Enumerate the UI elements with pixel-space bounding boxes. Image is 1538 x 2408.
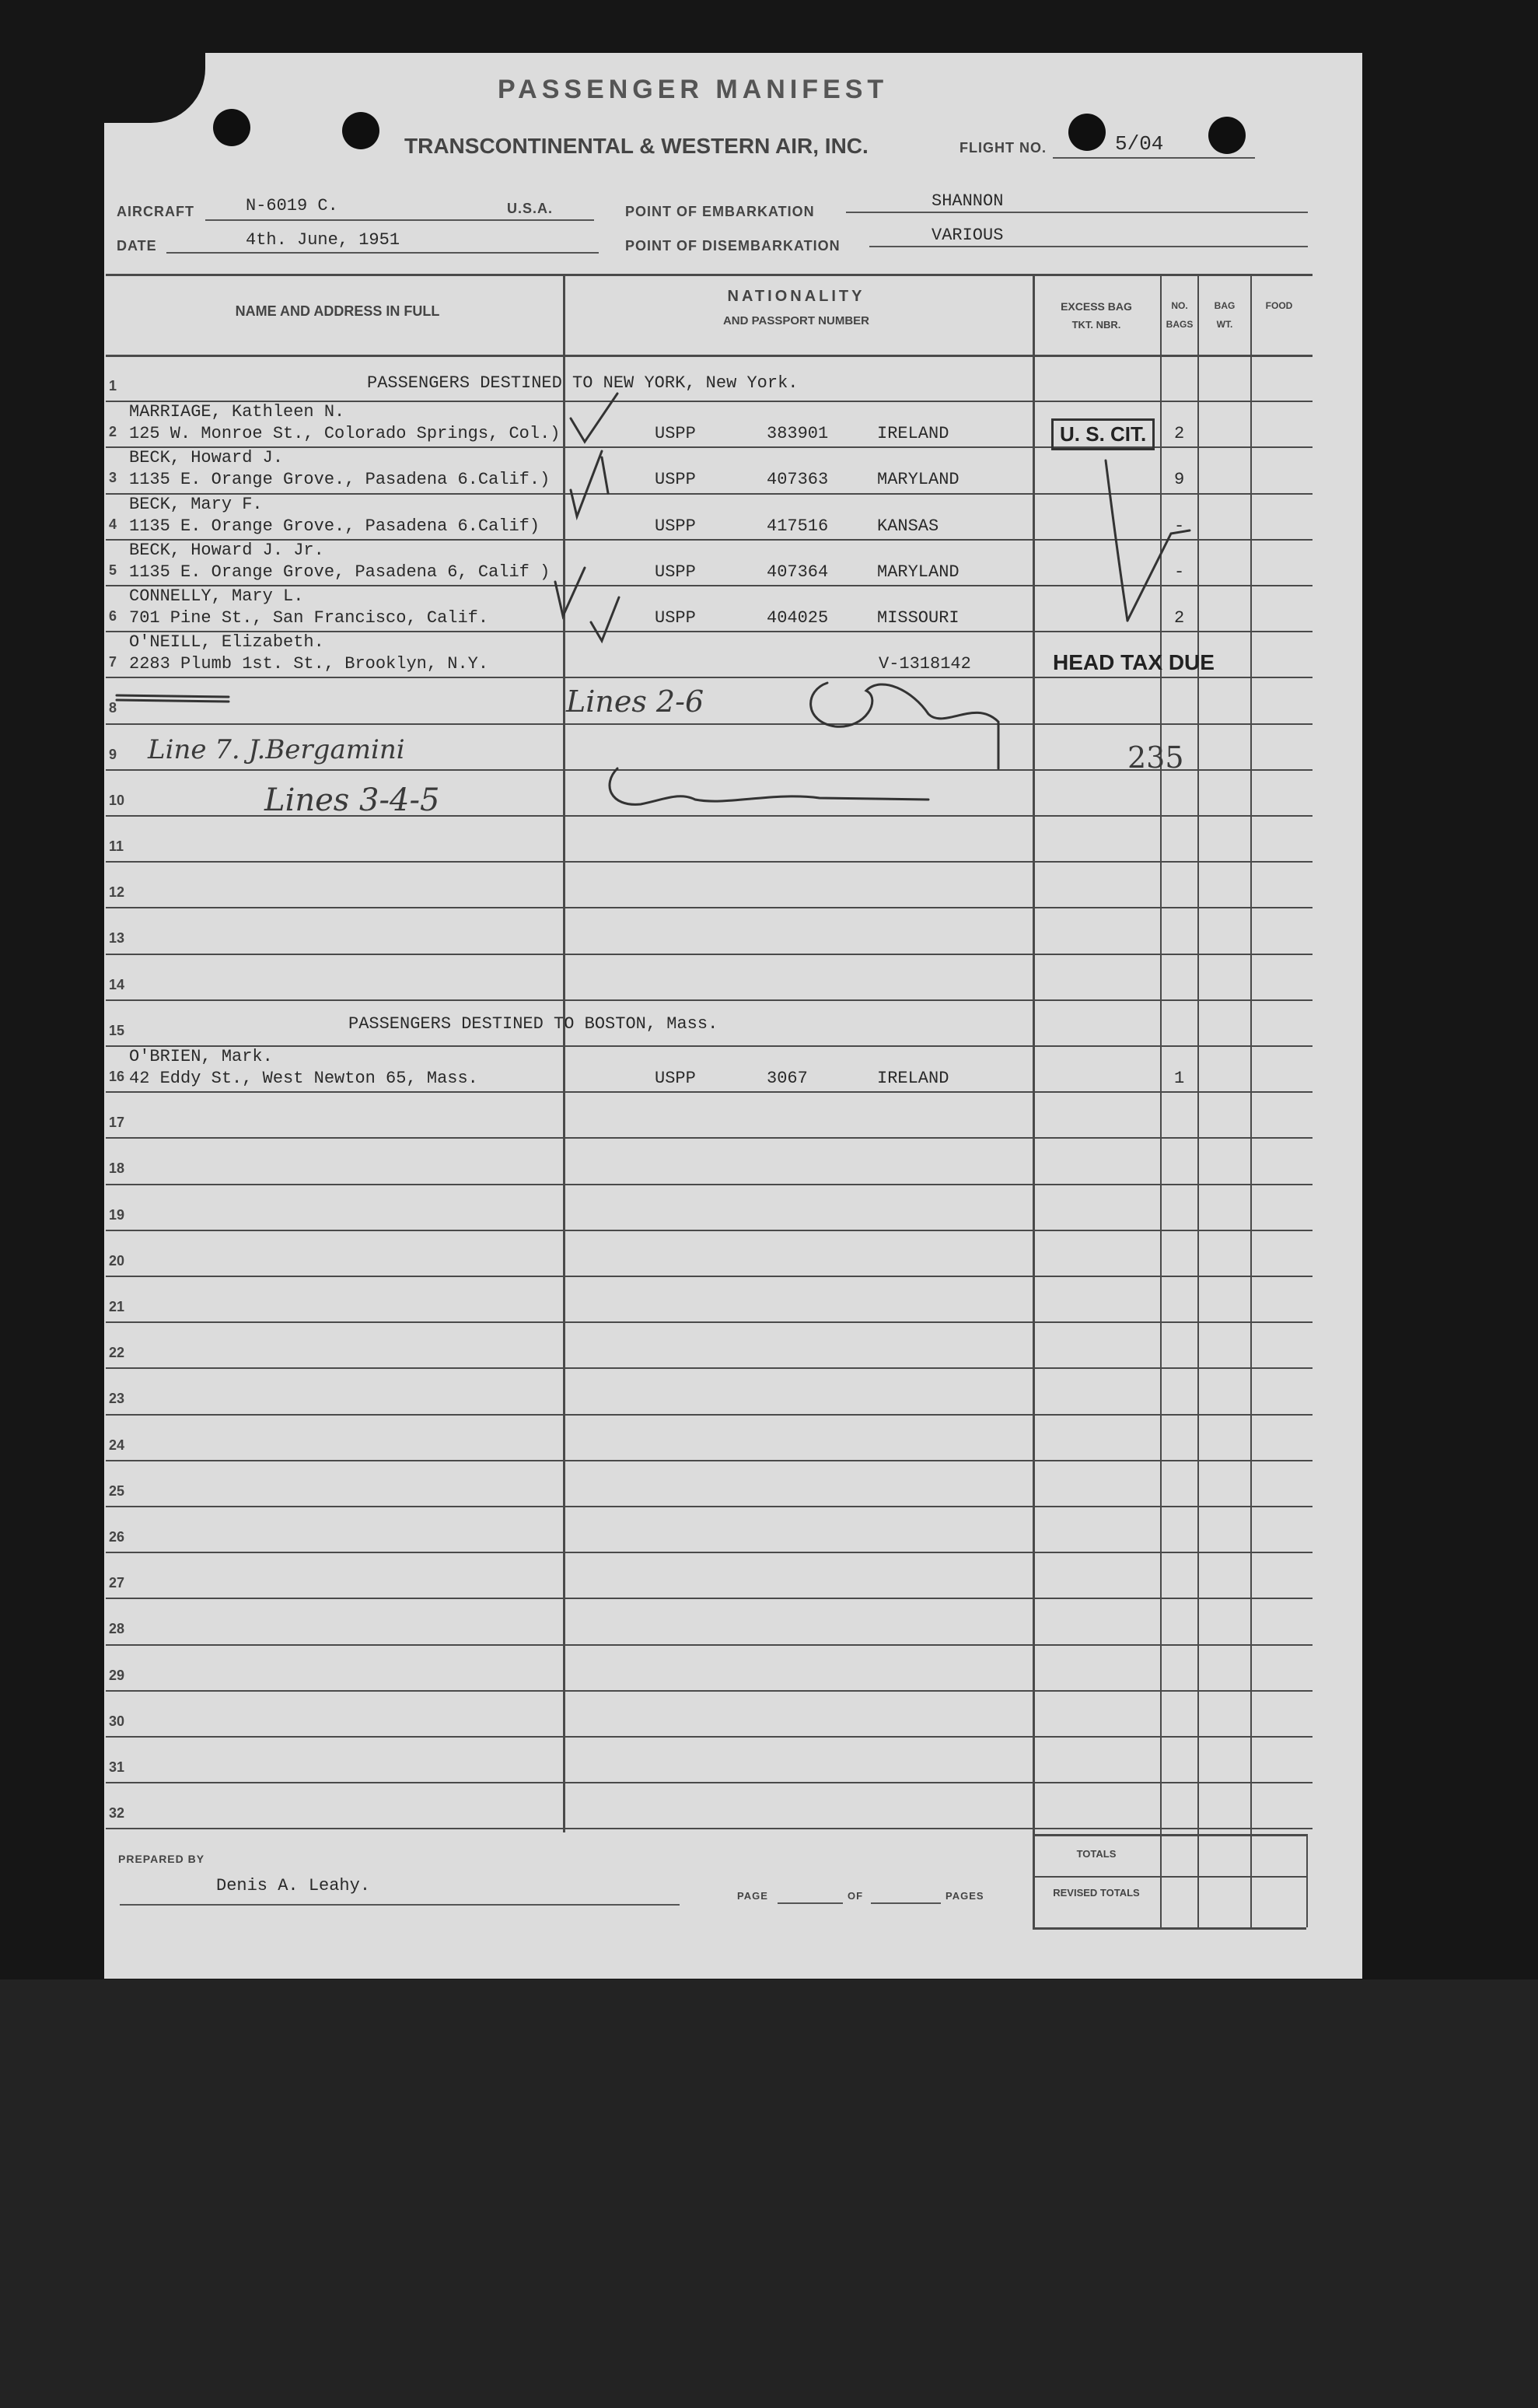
background-lower-band — [0, 1979, 1538, 2408]
row-line — [106, 1230, 1313, 1231]
row-line — [106, 954, 1313, 955]
handwritten-line-7: Line 7. J.Bergamini — [148, 734, 405, 765]
row-line — [106, 493, 1313, 495]
row-number: 9 — [109, 747, 117, 762]
passenger-name: BECK, Howard J. — [129, 448, 284, 467]
pages-label: PAGES — [946, 1890, 984, 1902]
column-divider-excess — [1160, 274, 1162, 1927]
passenger-doc: USPP — [655, 1069, 696, 1088]
section-heading-new-york: PASSENGERS DESTINED TO NEW YORK, New York. — [367, 373, 799, 393]
passenger-name: O'BRIEN, Mark. — [129, 1047, 273, 1066]
passenger-name: BECK, Howard J. Jr. — [129, 541, 324, 560]
row-number: 29 — [109, 1668, 125, 1683]
disembark-label: POINT OF DISEMBARKATION — [625, 238, 841, 254]
passenger-doc: USPP — [655, 470, 696, 489]
row-number: 25 — [109, 1483, 125, 1499]
row-number: 2 — [109, 424, 117, 439]
row-line — [106, 1828, 1313, 1829]
row-line — [106, 723, 1313, 725]
passenger-place: MISSOURI — [877, 608, 960, 628]
column-header-excess-sub: TKT. NBR. — [1071, 319, 1121, 331]
row-number: 22 — [109, 1345, 125, 1360]
strike-through — [117, 695, 229, 697]
row-line — [106, 677, 1313, 678]
passenger-address: 42 Eddy St., West Newton 65, Mass. — [129, 1069, 478, 1088]
row-number: 31 — [109, 1759, 125, 1775]
head-tax-stamp: HEAD TAX DUE — [1053, 650, 1215, 674]
flight-label: FLIGHT NO. — [960, 140, 1047, 156]
date-underline — [166, 252, 599, 254]
passenger-name: MARRIAGE, Kathleen N. — [129, 402, 345, 422]
country-value: U.S.A. — [507, 201, 554, 216]
row-line — [106, 1184, 1313, 1185]
passenger-name: CONNELLY, Mary L. — [129, 586, 304, 606]
prepared-by-underline — [120, 1904, 680, 1906]
prepared-by-name: Denis A. Leahy. — [216, 1876, 371, 1895]
passenger-number: V-1318142 — [879, 654, 971, 674]
row-line — [106, 1137, 1313, 1139]
check-mark — [1106, 460, 1127, 621]
us-citizen-stamp: U. S. CIT. — [1051, 418, 1155, 450]
row-number: 23 — [109, 1391, 125, 1406]
passenger-number: 407363 — [767, 470, 829, 489]
column-header-name: NAME AND ADDRESS IN FULL — [235, 303, 440, 319]
row-number: 28 — [109, 1621, 125, 1636]
airline-name: TRANSCONTINENTAL & WESTERN AIR, INC. — [404, 134, 869, 158]
row-line — [106, 1736, 1313, 1738]
head-tax-amount: 235 — [1127, 740, 1184, 775]
row-line — [106, 1367, 1313, 1369]
of-label: OF — [848, 1890, 864, 1902]
row-line — [106, 1690, 1313, 1692]
column-header-bags: NO. — [1171, 300, 1188, 311]
revised-totals-label: REVISED TOTALS — [1053, 1887, 1140, 1899]
column-header-bagwt: BAG — [1214, 300, 1236, 311]
passenger-place: MARYLAND — [877, 562, 960, 582]
row-number: 17 — [109, 1115, 125, 1130]
row-number: 11 — [109, 838, 124, 854]
row-number: 8 — [109, 700, 117, 716]
handwritten-lines-2-6: Lines 2-6 — [566, 684, 704, 719]
row-line — [106, 999, 1313, 1001]
passenger-place: IRELAND — [877, 424, 949, 443]
passenger-number: 383901 — [767, 424, 829, 443]
row-number: 16 — [109, 1069, 125, 1084]
row-line — [106, 1321, 1313, 1323]
date-value: 4th. June, 1951 — [246, 230, 400, 250]
embark-value: SHANNON — [932, 191, 1004, 211]
row-line — [106, 907, 1313, 908]
row-number: 24 — [109, 1437, 125, 1453]
row-number: 20 — [109, 1253, 125, 1269]
aircraft-label: AIRCRAFT — [117, 204, 194, 219]
row-number: 19 — [109, 1207, 125, 1223]
page-label: PAGE — [737, 1890, 768, 1902]
row-line — [106, 1552, 1313, 1553]
row-number: 5 — [109, 562, 117, 578]
punch-hole — [213, 109, 250, 146]
passenger-doc: USPP — [655, 608, 696, 628]
aircraft-underline — [205, 219, 594, 221]
passenger-place: MARYLAND — [877, 470, 960, 489]
row-number: 6 — [109, 608, 117, 624]
row-number: 3 — [109, 470, 117, 485]
passenger-bags: - — [1174, 562, 1185, 582]
manifest-title: PASSENGER MANIFEST — [498, 75, 889, 104]
check-mark — [571, 451, 602, 516]
row-number: 13 — [109, 930, 125, 946]
punch-hole — [1208, 117, 1246, 154]
totals-label: TOTALS — [1076, 1848, 1117, 1860]
passenger-address: 2283 Plumb 1st. St., Brooklyn, N.Y. — [129, 654, 489, 674]
passenger-name: BECK, Mary F. — [129, 495, 263, 514]
punch-hole — [1068, 114, 1106, 151]
passenger-doc: USPP — [655, 562, 696, 582]
passenger-address: 1135 E. Orange Grove., Pasadena 6.Calif) — [129, 516, 540, 536]
manifest-sheet — [104, 53, 1362, 1979]
table-top-border — [106, 274, 1313, 276]
totals-right-border — [1306, 1834, 1308, 1927]
flight-number: 5/04 — [1115, 132, 1164, 156]
row-line — [106, 1460, 1313, 1461]
embark-label: POINT OF EMBARKATION — [625, 204, 815, 219]
row-line — [106, 1782, 1313, 1783]
handwritten-lines-3-4-5: Lines 3-4-5 — [264, 782, 440, 818]
flight-underline — [1053, 157, 1255, 159]
row-number: 12 — [109, 884, 125, 900]
passenger-number: 404025 — [767, 608, 829, 628]
totals-divider — [1033, 1876, 1306, 1878]
row-line — [106, 1414, 1313, 1416]
passenger-place: KANSAS — [877, 516, 939, 536]
column-header-bagwt-sub: WT. — [1216, 319, 1233, 330]
row-line — [106, 1644, 1313, 1646]
row-number: 14 — [109, 977, 125, 992]
passenger-address: 1135 E. Orange Grove, Pasadena 6, Calif ) — [129, 562, 551, 582]
prepared-by-label: PREPARED BY — [118, 1853, 205, 1865]
row-number: 32 — [109, 1805, 125, 1821]
signature-scribble — [610, 768, 928, 804]
passenger-doc: USPP — [655, 424, 696, 443]
of-underline — [871, 1902, 941, 1904]
column-header-excess: EXCESS BAG — [1061, 300, 1132, 313]
torn-corner — [104, 53, 205, 123]
check-mark — [602, 457, 608, 493]
passenger-address: 701 Pine St., San Francisco, Calif. — [129, 608, 489, 628]
passenger-doc: USPP — [655, 516, 696, 536]
passenger-bags: 2 — [1174, 608, 1185, 628]
row-number: 18 — [109, 1160, 125, 1176]
check-mark — [555, 568, 585, 616]
column-divider-bags — [1197, 274, 1199, 1927]
section-heading-boston: PASSENGERS DESTINED TO BOSTON, Mass. — [348, 1014, 718, 1034]
page-underline — [778, 1902, 843, 1904]
totals-top-border — [1033, 1834, 1306, 1836]
passenger-place: IRELAND — [877, 1069, 949, 1088]
check-mark — [591, 597, 619, 641]
disembark-value: VARIOUS — [932, 226, 1004, 245]
passenger-address: 1135 E. Orange Grove., Pasadena 6.Calif.) — [129, 470, 551, 489]
column-header-bags-sub: BAGS — [1166, 319, 1194, 330]
row-line — [106, 1091, 1313, 1093]
row-line — [106, 1276, 1313, 1277]
date-label: DATE — [117, 238, 157, 254]
passenger-number: 417516 — [767, 516, 829, 536]
passenger-number: 3067 — [767, 1069, 808, 1088]
column-header-passport: AND PASSPORT NUMBER — [722, 314, 870, 327]
punch-hole — [342, 112, 379, 149]
row-line — [106, 861, 1313, 863]
passenger-bags: 9 — [1174, 470, 1185, 489]
row-number: 26 — [109, 1529, 125, 1545]
row-number: 4 — [109, 516, 117, 532]
table-header-border — [106, 355, 1313, 357]
signature-scribble — [811, 683, 998, 768]
passenger-number: 407364 — [767, 562, 829, 582]
passenger-bags: - — [1174, 516, 1185, 536]
totals-bottom-border — [1033, 1927, 1306, 1930]
passenger-bags: 2 — [1174, 424, 1185, 443]
column-header-nationality: NATIONALITY — [727, 288, 865, 305]
aircraft-value: N-6019 C. — [246, 196, 338, 215]
row-number: 30 — [109, 1713, 125, 1729]
row-number: 27 — [109, 1575, 125, 1591]
row-number: 21 — [109, 1299, 125, 1314]
column-divider-bagwt — [1250, 274, 1252, 1927]
passenger-bags: 1 — [1174, 1069, 1185, 1088]
row-number: 10 — [109, 793, 125, 808]
row-line — [106, 1045, 1313, 1047]
column-header-food: FOOD — [1265, 300, 1293, 311]
strike-through — [117, 700, 229, 702]
embark-underline — [846, 212, 1308, 213]
row-line — [106, 1598, 1313, 1599]
row-number: 1 — [109, 378, 117, 394]
row-line — [106, 1506, 1313, 1507]
passenger-address: 125 W. Monroe St., Colorado Springs, Col.) — [129, 424, 561, 443]
row-number: 7 — [109, 654, 117, 670]
disembark-underline — [869, 246, 1308, 247]
passenger-name: O'NEILL, Elizabeth. — [129, 632, 324, 652]
row-number: 15 — [109, 1023, 125, 1038]
column-divider-nationality — [1033, 274, 1035, 1927]
